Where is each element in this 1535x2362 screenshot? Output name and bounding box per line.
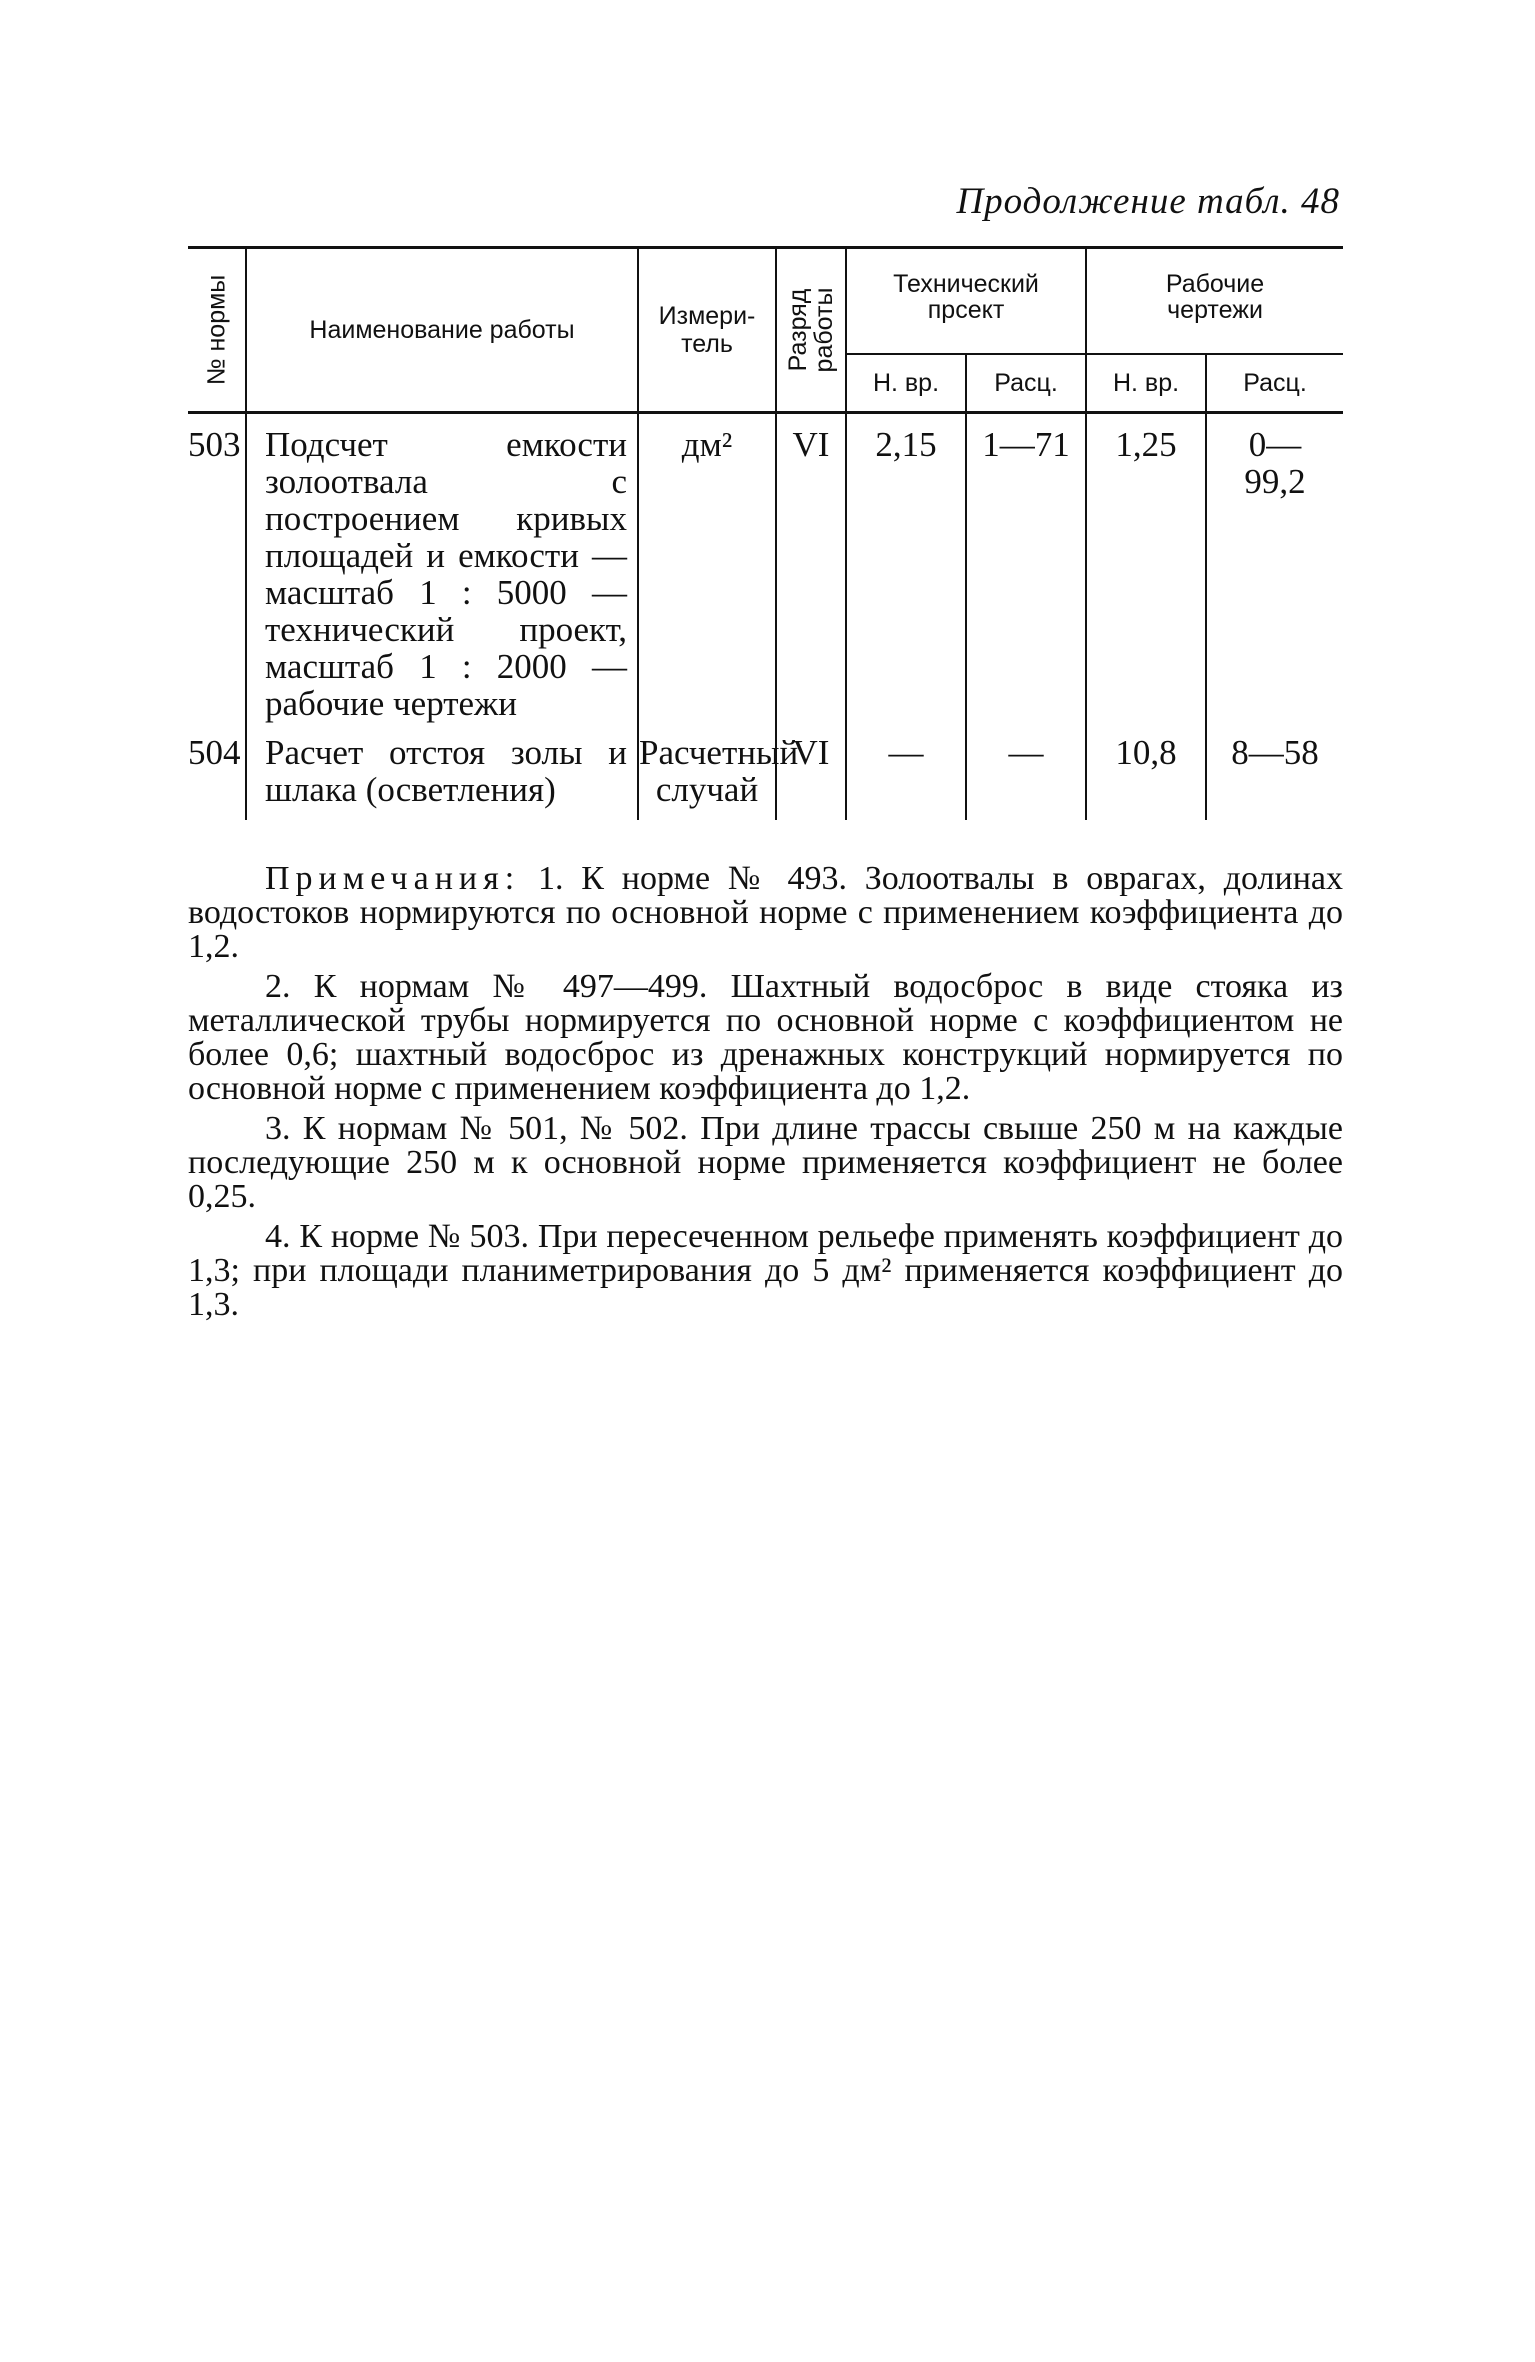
col-header-work-hours: Н. вр.: [1086, 354, 1206, 413]
col-header-work-price: Расц.: [1206, 354, 1343, 413]
col-group-tech: Технический прсект: [846, 248, 1086, 355]
row-tech-price: —: [966, 722, 1086, 808]
row-work-price: 0— 99,2: [1206, 413, 1343, 723]
col-header-measure: [638, 248, 776, 413]
row-measure: дм²: [638, 413, 776, 723]
row-tech-hours: —: [846, 722, 966, 808]
col-header-name: Наименование работы: [246, 248, 638, 413]
note-2: 2. К нормам № 497—499. Шахтный водосброс в виде стояка из металлической трубы нормируется по основной норме с коэффициентом не более 0,6; шахтный водосброс из дренажных конструкций нормируется по основной норме с применением коэффициента до 1,2.: [188, 968, 1343, 1107]
table-spacer: [188, 808, 1343, 820]
col-header-tech-price: Расц.: [966, 354, 1086, 413]
notes-section: [188, 862, 1343, 1328]
table-row-504: [188, 722, 1343, 808]
row-tech-price: 1—71: [966, 413, 1086, 723]
row-work-price: 8—58: [1206, 722, 1343, 808]
row-rank: VI: [776, 722, 846, 808]
note-4: 4. К норме № 503. При пересеченном рельефе применять коэффициент до 1,3; при площади планиметрирования до 5 дм² применяется коэффициент до 1,3.: [188, 1218, 1343, 1323]
row-name: Подсчет емкости золоотвала с построением кривых площадей и емкости — масштаб 1 : 5000 — технический проект, масштаб 1 : 2000 — рабочие чертежи: [246, 413, 638, 723]
note-3: 3. К нормам № 501, № 502. При длине трассы свыше 250 м на каждые последующие 250 м к основной норме применяется коэффициент не более 0,25.: [188, 1110, 1343, 1215]
row-measure: Расчетный случай: [638, 722, 776, 808]
note-1: [188, 862, 1343, 964]
continuation-title: Продолжение табл. 48: [956, 181, 1340, 222]
row-rank: VI: [776, 413, 846, 723]
notes-label: Примечания:: [265, 860, 521, 897]
row-work-hours: 1,25: [1086, 413, 1206, 723]
header-row-1: [188, 248, 1343, 355]
col-header-tech-hours: Н. вр.: [846, 354, 966, 413]
row-work-hours: 10,8: [1086, 722, 1206, 808]
col-header-rank: Разряд работы: [776, 248, 846, 413]
row-name: Расчет отстоя золы и шлака (осветления): [246, 722, 638, 808]
col-header-num: № нормы: [202, 274, 230, 386]
row-tech-hours: 2,15: [846, 413, 966, 723]
row-num: 503: [188, 425, 241, 464]
col-header-measure-text: Измери- тель: [658, 302, 756, 358]
note-1-text: 1. К норме № 493. Золоотвалы в оврагах, долинах водостоков нормируются по основной норме с применением коэффициента до 1,2.: [188, 860, 1343, 965]
row-num: 504: [188, 733, 241, 772]
table-row-503: [188, 413, 1343, 723]
norms-table: [188, 246, 1343, 820]
col-group-work: Рабочие чертежи: [1086, 248, 1343, 355]
